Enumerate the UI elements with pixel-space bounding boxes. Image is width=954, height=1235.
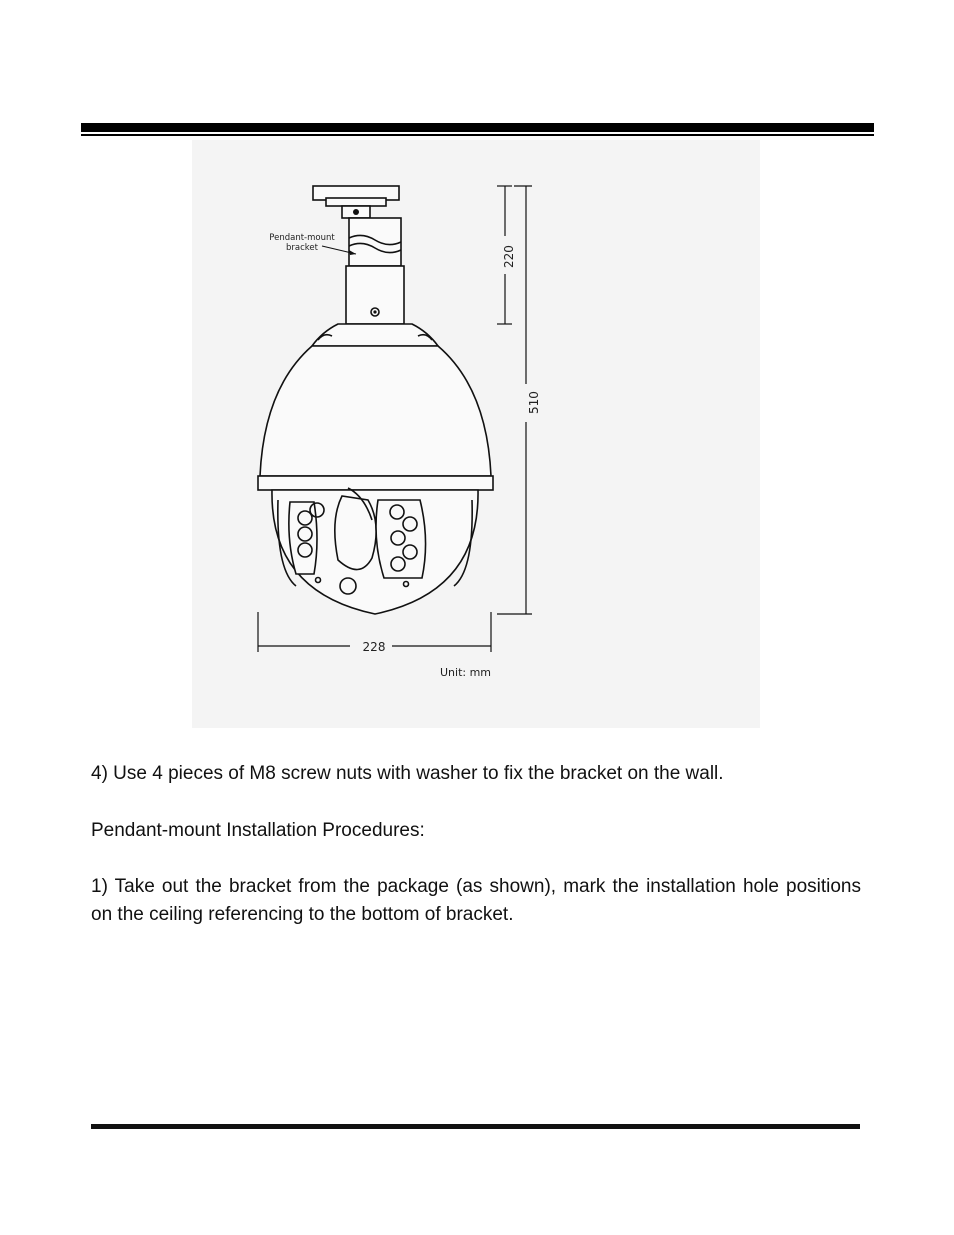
- housing-dome: [260, 346, 491, 476]
- callout: [269, 233, 356, 255]
- dim-510-label: 510: [527, 391, 541, 414]
- dimension-width: [258, 612, 491, 654]
- collar-screw-center: [373, 310, 376, 313]
- step-1-text: 1) Take out the bracket from the package (as shown), mark the installation hole positions on the ceiling referencing to the bottom of bracket.: [91, 876, 861, 925]
- header-rule-thick: [81, 123, 874, 132]
- bracket-tube: [349, 218, 401, 266]
- header-rule-thin: [81, 134, 874, 136]
- ir-panel-right: [376, 500, 426, 578]
- housing-skirt: [258, 476, 493, 490]
- dim-228-label: 228: [362, 640, 386, 654]
- section-heading: Pendant-mount Installation Procedures:: [91, 820, 425, 841]
- flange-screw: [353, 209, 359, 215]
- unit-label: Unit: mm: [440, 666, 492, 679]
- camera-lens: [335, 496, 376, 570]
- flange-collar: [326, 198, 386, 206]
- dimension-bracket-height: [497, 186, 516, 324]
- callout-label-line2: bracket: [286, 243, 318, 253]
- dim-220-label: 220: [502, 245, 516, 268]
- ir-panel-left: [289, 502, 317, 574]
- footer-rule: [91, 1124, 860, 1129]
- callout-label-line1: Pendant-mount: [269, 233, 335, 243]
- step-4-text: 4) Use 4 pieces of M8 screw nuts with washer to fix the bracket on the wall.: [91, 763, 724, 784]
- pendant-mount-dimension-drawing: [192, 140, 760, 728]
- dimension-drawing-svg: [192, 140, 760, 728]
